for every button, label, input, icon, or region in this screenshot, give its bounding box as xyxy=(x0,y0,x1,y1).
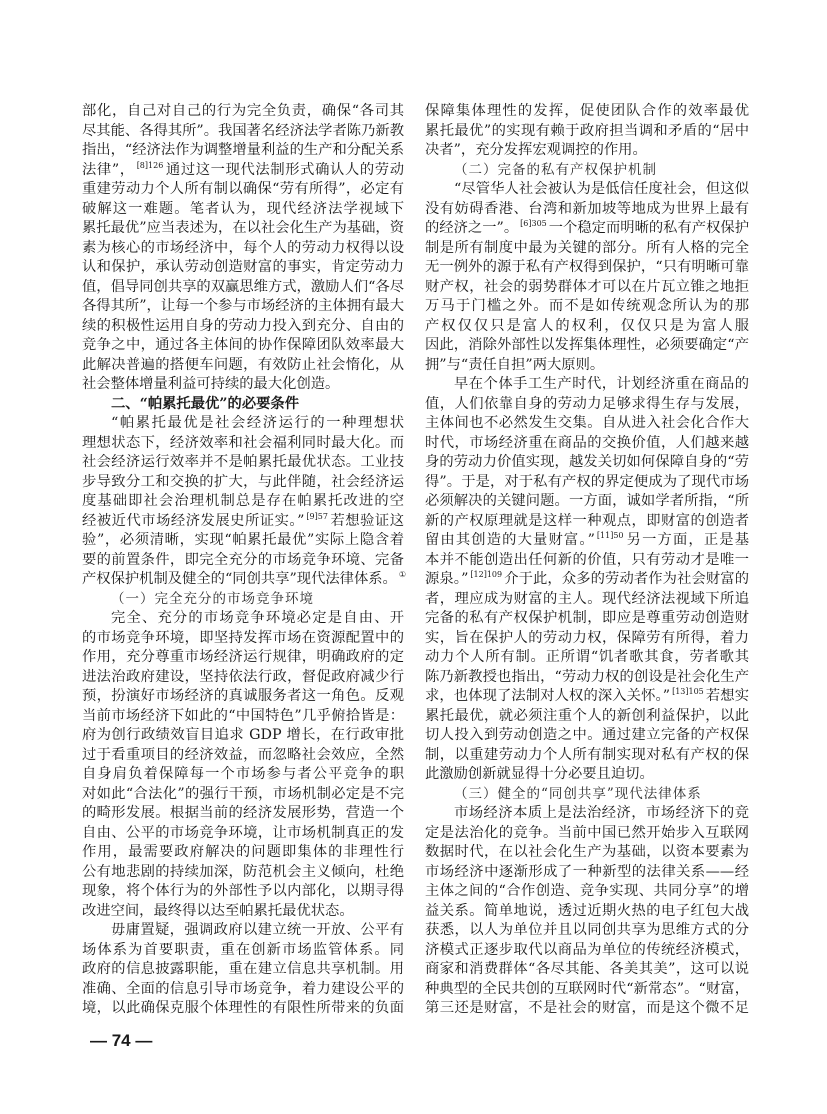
text-run: 境，以此确保克服个体理性的有限性所带来的负面 xyxy=(82,1000,404,1016)
text-run: 累托最优，就必须注重个人的新创利益保护，以此 xyxy=(425,707,749,724)
text-run: 制是所有制度中最为关键的部分。所有人格的完全 xyxy=(425,239,749,256)
text-line xyxy=(82,746,404,766)
text-line xyxy=(82,180,404,200)
text-run: 实，旨在保护人的劳动力权，保障劳有所得，着力 xyxy=(425,629,749,646)
text-line xyxy=(425,297,749,317)
text-line xyxy=(425,434,749,454)
text-run: 过于看重项目的经济效益，而忽略社会效应，全然 xyxy=(82,746,404,763)
citation-superscript: ① xyxy=(398,570,407,579)
text-line xyxy=(82,629,404,649)
text-line xyxy=(82,239,404,259)
subsection-heading xyxy=(425,785,749,805)
text-run: 指出，“经济法作为调整增量利益的生产和分配关系 xyxy=(82,142,404,158)
text-line xyxy=(82,843,404,863)
text-line xyxy=(82,317,404,337)
text-run: 自身肩负着保障每一个市场参与者公平竞争的职 xyxy=(82,766,404,782)
text-run: 社会经济运行效率并不是帕累托最优状态。工业技 xyxy=(82,454,404,470)
text-line xyxy=(425,453,749,473)
text-line xyxy=(425,804,749,824)
text-run: 没有妨碍香港、台湾和新加坡等地成为世界上最有 xyxy=(425,200,749,217)
text-line xyxy=(82,161,404,181)
text-line xyxy=(425,726,749,746)
text-run: 新的产权原理就是这样一种观点，即财富的创造者 xyxy=(425,512,749,529)
text-run: 完备的私有产权保护机制，即应是尊重劳动创造财 xyxy=(425,610,749,626)
text-run: 市场经济中逐渐形成了一种新型的法律关系——经 xyxy=(425,863,749,880)
text-run: 部化，自己对自己的行为完全负责，确保“各司其 xyxy=(82,103,404,119)
text-line xyxy=(82,102,404,122)
section-heading xyxy=(82,395,404,415)
subsection-heading xyxy=(82,590,404,610)
text-run: 本并不能创造出任何新的价值，只有劳动才是唯一 xyxy=(425,551,749,568)
text-run: 重建劳动力个人所有制以确保“劳有所得”，必定有 xyxy=(82,181,404,197)
text-line xyxy=(425,531,749,551)
text-line xyxy=(82,492,404,512)
text-run: “尽管华人社会被认为是低信任度社会，但这似 xyxy=(454,181,749,197)
text-line xyxy=(82,980,404,1000)
text-run: 留由其创造的大量财富。” xyxy=(425,532,595,548)
text-run: 值，人们依靠自身的劳动力足够求得生存与发展， xyxy=(425,395,749,412)
text-line xyxy=(425,239,749,259)
text-line xyxy=(425,122,749,142)
text-run: 进法治政府建设，坚持依法行政，督促政府减少行 xyxy=(82,668,404,685)
text-line xyxy=(82,609,404,629)
text-line xyxy=(425,902,749,922)
text-line xyxy=(82,707,404,727)
text-run: 另一方面，正是基 xyxy=(625,532,749,548)
text-line xyxy=(425,336,749,356)
text-run: 作用，最需要政府解决的问题即集体的非理性行 xyxy=(82,844,404,860)
text-run: 求，也体现了法制对人权的深入关怀。” xyxy=(425,688,671,704)
text-run: 法律”， xyxy=(82,161,135,178)
text-line xyxy=(425,180,749,200)
text-run: （二）完备的私有产权保护机制 xyxy=(454,161,657,178)
text-line xyxy=(425,258,749,278)
text-run: 陈乃新教授也指出，“劳动力权的创设是社会化生产 xyxy=(425,668,749,685)
text-line xyxy=(425,921,749,941)
text-line xyxy=(82,648,404,668)
text-run: 切人投入到劳动创造之中。通过建立完备的产权保 xyxy=(425,727,749,743)
text-run: 累托最优”的实现有赖于政府担当调和矛盾的“居中 xyxy=(425,122,749,139)
text-run: 改进空间，最终得以达至帕累托最优状态。 xyxy=(82,902,354,919)
text-line xyxy=(82,804,404,824)
text-line xyxy=(82,356,404,376)
text-run: （三）健全的“同创共享”现代法律体系 xyxy=(454,785,702,802)
text-line xyxy=(425,317,749,337)
text-line xyxy=(425,863,749,883)
citation-superscript: [13]105 xyxy=(672,687,704,696)
text-run: 种典型的全民共创的互联网时代“新常态”。“财富， xyxy=(425,980,749,997)
text-line xyxy=(425,882,749,902)
text-run: 身的劳动力价值实现，越发关切如何保障自身的“劳 xyxy=(425,454,749,470)
text-run: 社会整体增量利益可持续的最大化创造。 xyxy=(82,376,340,392)
text-line xyxy=(425,765,749,785)
text-run: 预，扮演好市场经济的真诚服务者这一角色。反观 xyxy=(82,688,404,704)
text-line xyxy=(82,375,404,395)
text-run: 制，以重建劳动力个人所有制实现对私有产权的保 xyxy=(425,746,749,763)
text-line xyxy=(82,414,404,434)
text-line xyxy=(425,219,749,239)
text-run: 主体间也不必然发生交集。自从进入社会化合作大 xyxy=(425,415,749,431)
text-run: 介于此，众多的劳动者作为社会财富的 xyxy=(504,571,749,587)
left-column xyxy=(82,102,407,1019)
text-run: 经被近代市场经济发展史所证实。” xyxy=(82,512,305,529)
text-line xyxy=(425,668,749,688)
text-line xyxy=(425,414,749,434)
text-line xyxy=(82,921,404,941)
text-run: 素为核心的市场经济中，每个人的劳动力权得以设 xyxy=(82,239,404,256)
text-run: 源泉。” xyxy=(425,571,469,587)
text-line xyxy=(425,609,749,629)
text-line xyxy=(425,278,749,298)
text-line xyxy=(82,765,404,785)
text-run: 产权仅仅只是富人的权利，仅仅只是为富人服 xyxy=(425,317,749,334)
citation-superscript: [6]305 xyxy=(520,219,547,228)
text-run: 公有地悲剧的持续加深，防范机会主义倾向，杜绝 xyxy=(82,863,404,880)
text-line xyxy=(82,219,404,239)
text-run: 政府的信息披露职能，重在建立信息共享机制。用 xyxy=(82,961,404,977)
text-run: 者，理应成为财富的主人。现代经济法视域下所追 xyxy=(425,590,749,607)
text-run: 万马于门槛之外。而不是如传统观念所认为的那 xyxy=(425,298,749,314)
text-run: 累托最优”应当表述为，在以社会化生产为基础，资 xyxy=(82,220,404,236)
text-run: 认和保护，承认劳动创造财富的事实，肯定劳动力 xyxy=(82,259,404,275)
text-line xyxy=(82,122,404,142)
text-run: 此解决普遍的搭便车问题，有效防止社会惰化，从 xyxy=(82,356,404,373)
text-run: 竞争之中，通过各主体间的协作保障团队效率最大 xyxy=(82,337,404,353)
text-run: 产权保护机制及健全的“同创共享”现代法律体系。 xyxy=(82,571,397,587)
page-number: — 74 — xyxy=(90,1031,153,1050)
text-line xyxy=(425,590,749,610)
text-line xyxy=(425,687,749,707)
text-line xyxy=(425,512,749,532)
text-run: 自由、公平的市场竞争环境，让市场机制真正的发 xyxy=(82,824,404,841)
text-line xyxy=(82,434,404,454)
right-column xyxy=(425,102,749,1019)
text-run: 场体系为首要职责，重在创新市场监管体系。同 xyxy=(82,941,404,958)
text-run: 决者”，充分发挥宏观调控的作用。 xyxy=(425,142,647,158)
text-line xyxy=(82,726,404,746)
text-run: 因此，消除外部性以发挥集体理性，必须要确定“产 xyxy=(425,337,749,353)
text-run: 现象，将个体行为的外部性予以内部化，以期寻得 xyxy=(82,883,404,899)
citation-superscript: [9]57 xyxy=(306,511,328,521)
text-line xyxy=(82,551,404,571)
text-run: 若想实 xyxy=(705,688,749,704)
text-run: 拥”与“责任自担”两大原则。 xyxy=(425,356,605,373)
text-line xyxy=(82,336,404,356)
text-line xyxy=(82,531,404,551)
text-run: “帕累托最优是社会经济运行的一种理想状 xyxy=(111,415,404,431)
text-run: 二、“帕累托最优”的必要条件 xyxy=(111,395,300,412)
text-run: 通过这一现代法制形式确认人的劳动 xyxy=(165,161,404,178)
text-line xyxy=(425,200,749,220)
text-line xyxy=(82,999,404,1019)
text-line xyxy=(425,941,749,961)
text-run: 理想状态下，经济效率和社会福利同时最大化。而 xyxy=(82,434,404,451)
text-line xyxy=(82,902,404,922)
text-line xyxy=(425,473,749,493)
text-line xyxy=(425,551,749,571)
text-run: 的市场竞争环境，即坚持发挥市场在资源配置中的 xyxy=(82,629,404,646)
text-line xyxy=(82,453,404,473)
text-run: 无一例外的源于私有产权得到保护，“只有明晰可靠 xyxy=(425,259,749,275)
text-run: 动力个人所有制。正所谓“饥者歌其食，劳者歌其 xyxy=(425,649,749,665)
text-run: 保障集体理性的发挥，促使团队合作的效率最优 xyxy=(425,103,749,119)
text-line xyxy=(425,102,749,122)
text-run: 步导致分工和交换的扩大，与此伴随，社会经济运 xyxy=(82,473,404,490)
text-run: 财产权，社会的弱势群体才可以在片瓦立锥之地拒 xyxy=(425,278,749,295)
text-run: 尽其能、各得其所”。我国著名经济法学者陈乃新教 xyxy=(82,122,404,139)
text-line xyxy=(425,141,749,161)
text-run: 的畸形发展。根据当前的经济发展形势，营造一个 xyxy=(82,805,404,821)
text-run: 必须解决的关键问题。一方面，诚如学者所指，“所 xyxy=(425,493,749,509)
text-line xyxy=(425,375,749,395)
text-run: 时代，市场经济重在商品的交换价值，人们越来越 xyxy=(425,434,749,451)
text-run: 得”。于是，对于私有产权的界定便成为了现代市场 xyxy=(425,473,749,490)
text-line xyxy=(425,843,749,863)
text-run: 若想验证这 xyxy=(329,512,404,529)
text-run: 作用，充分尊重市场经济运行规律，明确政府的定 xyxy=(82,649,404,665)
text-line xyxy=(82,941,404,961)
text-run: 要的前置条件，即完全充分的市场竞争环境、完备 xyxy=(82,551,404,568)
text-run: 主体之间的“合作创造、竞争实现、共同分享”的增 xyxy=(425,883,749,899)
text-line xyxy=(82,687,404,707)
citation-superscript: [8]126 xyxy=(136,160,164,170)
text-line xyxy=(425,999,749,1019)
text-line xyxy=(82,863,404,883)
text-run: 续的积极性运用自身的劳动力投入到充分、自由的 xyxy=(82,317,404,334)
text-line xyxy=(82,668,404,688)
citation-superscript: [11]50 xyxy=(596,531,624,540)
text-run: 各得其所”，让每一个参与市场经济的主体拥有最大 xyxy=(82,298,404,314)
text-run: 值，倡导同创共享的双赢思维方式，激励人们“各尽 xyxy=(82,278,404,295)
text-line xyxy=(425,492,749,512)
text-line xyxy=(82,960,404,980)
text-line xyxy=(425,824,749,844)
text-run: 毋庸置疑，强调政府以建立统一开放、公平有 xyxy=(111,922,404,938)
text-line xyxy=(82,258,404,278)
text-run: 第三还是财富，不是社会的财富，而是这个微不足 xyxy=(425,1000,749,1016)
text-line xyxy=(82,278,404,298)
text-run: 度基础即社会治理机制总是存在帕累托改进的空 xyxy=(82,493,404,509)
text-run: 一个稳定而明晰的私有产权保护 xyxy=(548,220,749,236)
text-line xyxy=(82,141,404,161)
text-line xyxy=(425,960,749,980)
text-run: 益关系。简单地说，透过近期火热的电子红包大战 xyxy=(425,902,749,919)
text-run: 获悉，以人为单位并且以同创共享为思维方式的分 xyxy=(425,922,749,938)
text-run: （一）完全充分的市场竞争环境 xyxy=(111,590,314,607)
text-run: 对如此“合法化”的强行干预，市场机制必定是不完 xyxy=(82,785,404,802)
text-run: 定是法治化的竞争。当前中国已然开始步入互联网 xyxy=(425,824,749,841)
text-line xyxy=(82,473,404,493)
text-run: 早在个体手工生产时代，计划经济重在商品的 xyxy=(454,376,749,392)
text-line xyxy=(82,297,404,317)
text-line xyxy=(82,785,404,805)
text-line xyxy=(425,395,749,415)
text-line xyxy=(425,356,749,376)
text-line xyxy=(82,882,404,902)
text-line xyxy=(425,629,749,649)
text-run: 准确、全面的信息引导市场竞争，着力建设公平的 xyxy=(82,980,404,997)
citation-superscript: [12]109 xyxy=(470,570,503,579)
text-run: 当前市场经济下如此的“中国特色”几乎俯拾皆是： xyxy=(82,707,404,724)
text-line xyxy=(425,570,749,590)
text-run: 数据时代，在以社会化生产为基础，以资本要素为 xyxy=(425,844,749,860)
text-line xyxy=(425,707,749,727)
text-run: 市场经济本质上是法治经济，市场经济下的竞 xyxy=(454,805,749,821)
subsection-heading xyxy=(425,161,749,181)
text-run: 此激励创新就显得十分必要且迫切。 xyxy=(425,766,654,782)
text-line xyxy=(82,200,404,220)
text-run: 商家和消费群体“各尽其能、各美其美”，这可以说 xyxy=(425,961,749,977)
text-line xyxy=(425,648,749,668)
text-run: 验”，必须清晰，实现“帕累托最优”实际上隐含着 xyxy=(82,532,404,548)
text-run: 破解这一难题。笔者认为，现代经济法学视域下 xyxy=(82,200,404,217)
text-line xyxy=(425,980,749,1000)
text-run: 府为创行政绩效盲目追求 GDP 增长，在行政审批 xyxy=(82,727,404,743)
text-line xyxy=(425,746,749,766)
text-run: 的经济之一”。 xyxy=(425,220,519,236)
text-line xyxy=(82,512,404,532)
text-run: 完全、充分的市场竞争环境必定是自由、开 xyxy=(111,610,404,626)
text-line xyxy=(82,824,404,844)
text-run: 济模式正逐步取代以商品为单位的传统经济模式， xyxy=(425,941,749,958)
text-line xyxy=(82,570,407,590)
